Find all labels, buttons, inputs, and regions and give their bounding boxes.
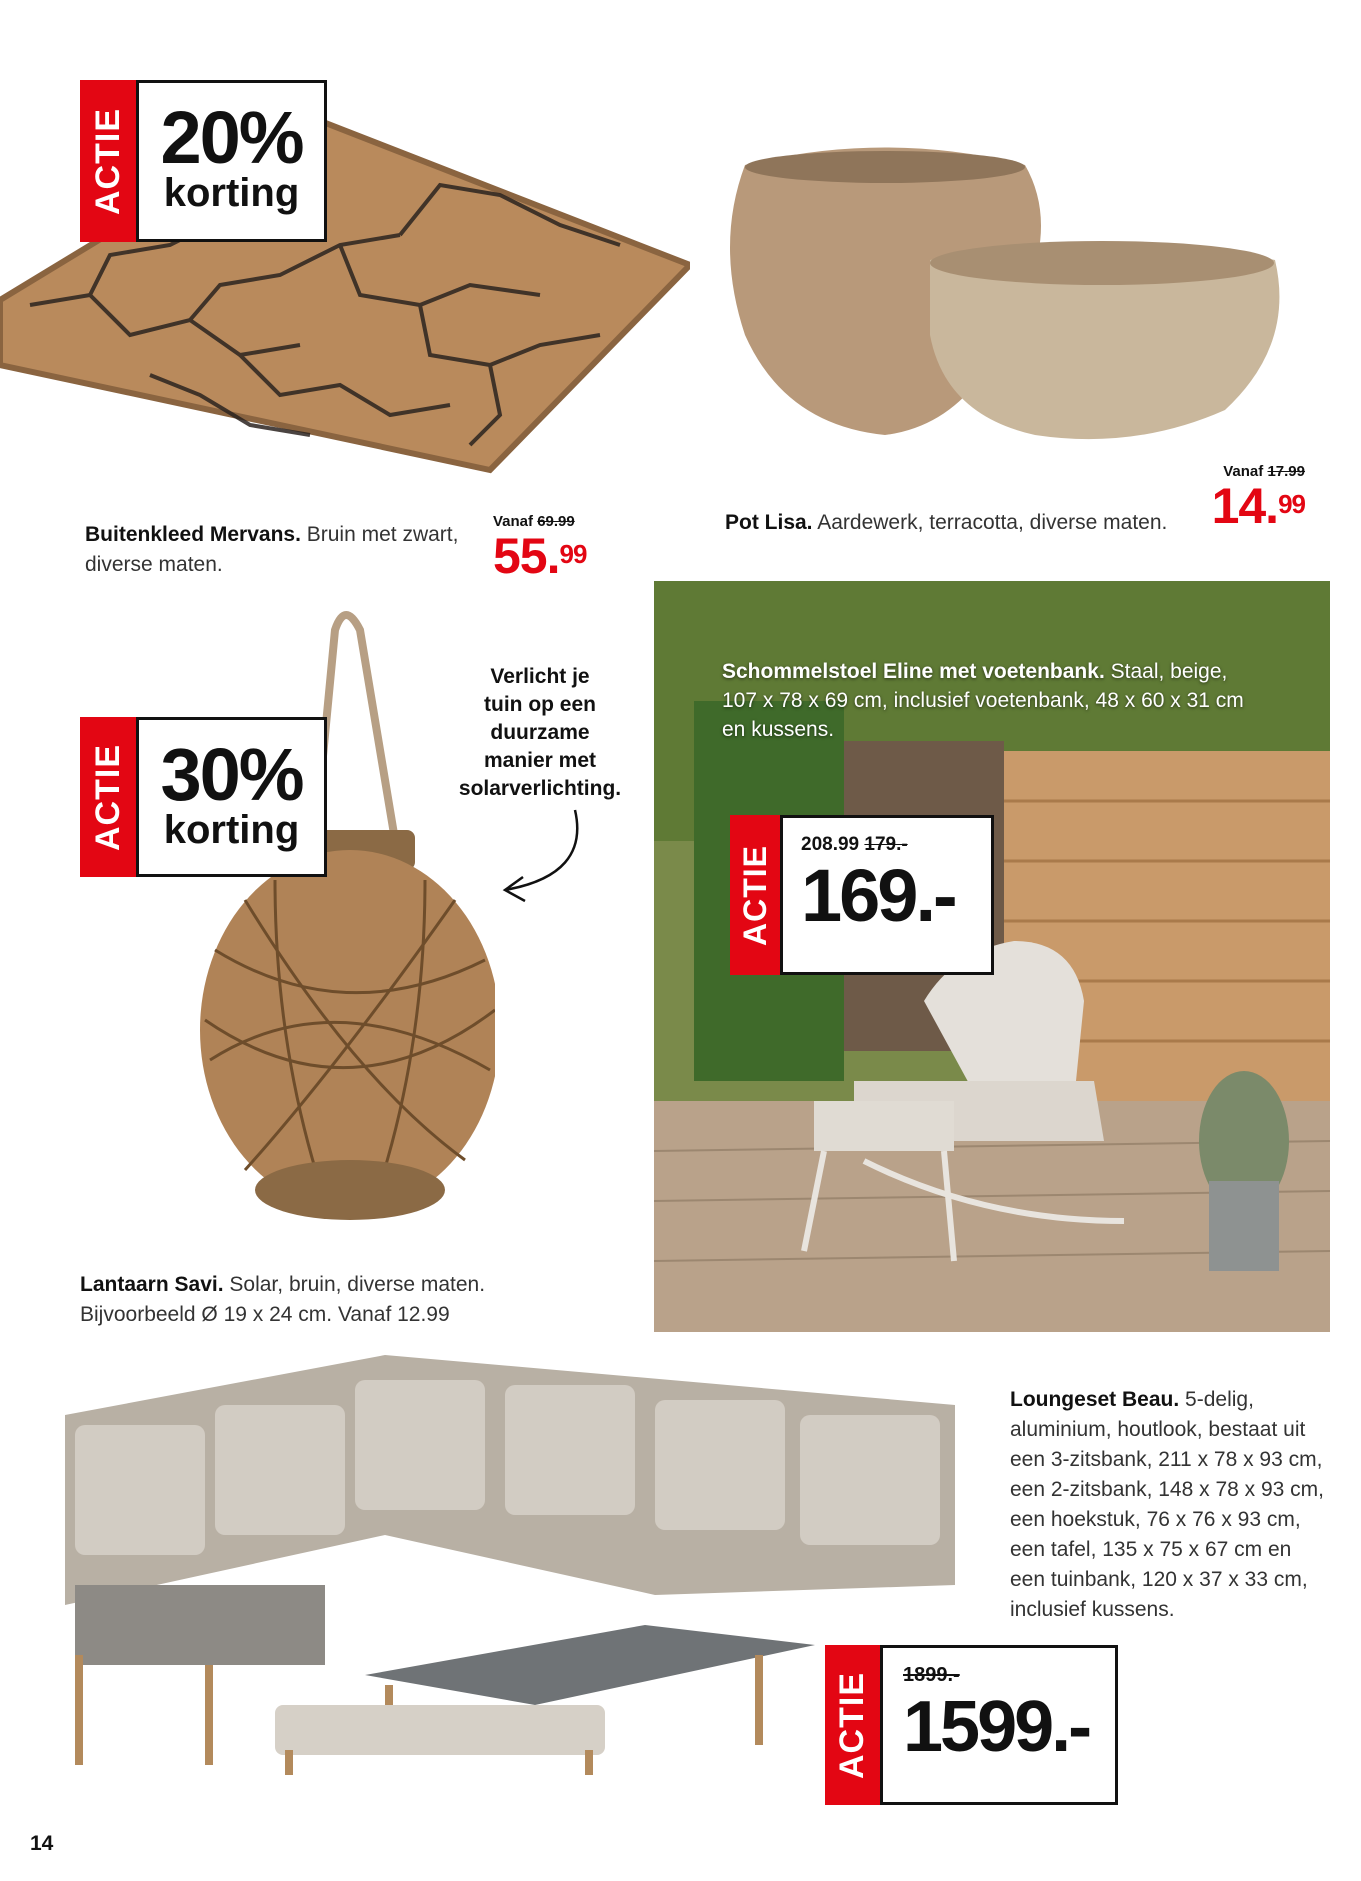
price-decimals: 99: [1278, 489, 1305, 519]
product-desc-line: een 3-zitsbank, 211 x 78 x 93 cm,: [1010, 1448, 1323, 1471]
product-desc-line: een 2-zitsbank, 148 x 78 x 93 cm,: [1010, 1478, 1325, 1501]
rug-price-block: [493, 513, 633, 582]
actie-label: ACTIE: [88, 107, 127, 215]
product-desc-line: 5-delig,: [1185, 1388, 1254, 1411]
current-price: 169.-: [801, 854, 955, 937]
discount-percent: 30%: [160, 733, 303, 816]
old-price-2: 179.-: [864, 834, 908, 855]
discount-suffix: korting: [163, 171, 300, 215]
vanaf-label: Vanaf: [1223, 463, 1264, 480]
price-decimals: 99: [559, 539, 587, 569]
vanaf-label: Vanaf: [493, 513, 534, 530]
rocker-badge: [730, 815, 994, 975]
product-desc-line: een tafel, 135 x 75 x 67 cm en: [1010, 1538, 1292, 1561]
product-desc-line: aluminium, houtlook, bestaat uit: [1010, 1418, 1306, 1441]
lounge-description: [1010, 1385, 1350, 1625]
pot-price-block: [1165, 463, 1305, 532]
pot-description: [725, 508, 1185, 538]
current-price: [493, 530, 633, 582]
product-desc-2: 107 x 78 x 69 cm, inclusief voetenbank, 48 x 60 x 31 cm: [722, 689, 1244, 712]
actie-label: ACTIE: [833, 1671, 871, 1779]
lantern-badge: [80, 717, 327, 877]
product-desc-2: Bijvoorbeeld Ø 19 x 24 cm. Vanaf 12.99: [80, 1303, 450, 1326]
lounge-badge: [825, 1645, 1118, 1805]
discount-percent: 20%: [160, 96, 303, 179]
price-integer: 55.: [493, 528, 560, 584]
rug-description: [85, 520, 485, 580]
lantern-description: [80, 1270, 640, 1330]
product-desc-line: een tuinbank, 120 x 37 x 33 cm,: [1010, 1568, 1308, 1591]
product-desc-line: een hoekstuk, 76 x 76 x 93 cm,: [1010, 1508, 1301, 1531]
product-name: Pot Lisa.: [725, 511, 813, 534]
current-price: [1165, 480, 1305, 532]
product-desc-2: diverse maten.: [85, 553, 223, 576]
callout-line: duurzame: [490, 721, 590, 744]
old-price: 1899.-: [903, 1664, 960, 1686]
page-number: 14: [30, 1832, 54, 1855]
product-name: Schommelstoel Eline met voetenbank.: [722, 660, 1105, 683]
current-price: 1599.-: [903, 1687, 1090, 1767]
product-desc-line: inclusief kussens.: [1010, 1598, 1175, 1621]
callout-line: Verlicht je: [490, 665, 590, 688]
product-desc: Bruin met zwart,: [306, 523, 459, 546]
old-price: 208.99: [801, 834, 860, 855]
product-desc-3: en kussens.: [722, 718, 835, 741]
actie-label: ACTIE: [736, 844, 773, 946]
discount-suffix: korting: [163, 808, 300, 852]
product-name: Buitenkleed Mervans.: [85, 523, 301, 546]
callout-arrow-icon: [495, 805, 595, 905]
price-integer: 14.: [1211, 478, 1279, 534]
rug-badge: [80, 80, 327, 242]
old-price: 69.99: [537, 513, 575, 530]
pots-image: [705, 135, 1305, 455]
product-desc: Staal, beige,: [1110, 660, 1228, 683]
rocker-description: [722, 657, 1322, 744]
actie-label: ACTIE: [88, 743, 127, 851]
callout-line: tuin op een: [484, 693, 596, 716]
lantern-callout: [440, 663, 640, 803]
callout-line: manier met: [483, 749, 597, 772]
callout-line: solarverlichting.: [458, 777, 622, 800]
product-desc: Aardewerk, terracotta, diverse maten.: [817, 511, 1168, 534]
old-price: 17.99: [1267, 463, 1305, 480]
product-desc: Solar, bruin, diverse maten.: [229, 1273, 486, 1296]
product-name: Loungeset Beau.: [1010, 1388, 1180, 1411]
product-name: Lantaarn Savi.: [80, 1273, 224, 1296]
